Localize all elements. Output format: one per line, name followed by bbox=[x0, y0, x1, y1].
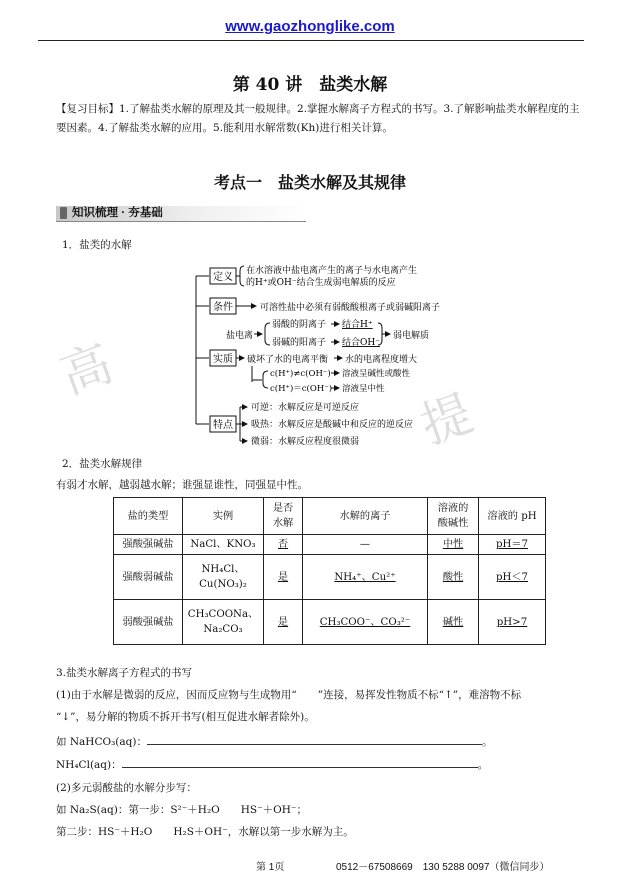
review-label: 【复习目标】 bbox=[56, 103, 119, 115]
answer-blank-nahco3[interactable] bbox=[147, 733, 482, 745]
weak-electrolyte: 弱电解质 bbox=[393, 331, 430, 341]
cond-eq: c(H⁺)＝c(OH⁻) bbox=[270, 384, 333, 394]
table-header-row bbox=[114, 498, 546, 535]
header-cell: 溶液的 酸碱性 bbox=[428, 498, 479, 535]
feature-2: 吸热：水解反应是酸碱中和反应的逆反应 bbox=[251, 420, 414, 430]
review-text: 1.了解盐类水解的原理及其一般规律。2.掌握水解离子方程式的书写。3.了解影响盐类水解程度的主要因素。4.了解盐类水解的应用。5.能利用水解常数(Kh)进行相关计算。 bbox=[56, 103, 580, 134]
example-nh4cl bbox=[56, 756, 488, 775]
ph-cell: pH>7 bbox=[479, 600, 546, 645]
lesson-title: 第 40 讲 盐类水解 bbox=[232, 75, 388, 95]
salt-type-cell: 强酸弱碱盐 bbox=[114, 555, 183, 600]
knowledge-label: 知识梳理 · 夯基础 bbox=[72, 207, 163, 219]
step-2: 第二步：HS⁻＋H₂O H₂S＋OH⁻，水解以第一步水解为主。 bbox=[56, 826, 354, 838]
salt-ionization-label: 盐电离 bbox=[226, 331, 254, 341]
header-cell: 是否 水解 bbox=[264, 498, 303, 535]
def-line-1: 在水溶液中盐电离产生的离子与水电离产生 bbox=[246, 266, 418, 276]
s3-paragraph-1b: “↓”，易分解的物质不拆开书写(相互促进水解者除外)。 bbox=[56, 711, 315, 723]
header-cell: 盐的类型 bbox=[114, 498, 183, 535]
weak-base-cation: 弱碱的阳离子 bbox=[272, 338, 327, 348]
hydrolyzes-cell: 否 bbox=[264, 535, 303, 555]
step-1: 如 Na₂S(aq)：第一步：S²⁻＋H₂O HS⁻＋OH⁻； bbox=[56, 804, 307, 816]
cond-text: 可溶性盐中必须有弱酸酸根离子或弱碱阳离子 bbox=[260, 303, 441, 313]
table-row bbox=[114, 535, 546, 555]
salt-type-cell: 强酸强碱盐 bbox=[114, 535, 183, 555]
section-3-title: 3.盐类水解离子方程式的书写 bbox=[56, 667, 193, 679]
res-eq: 溶液呈中性 bbox=[342, 384, 385, 394]
example-nh4cl-label: NH₄Cl(aq)： bbox=[56, 759, 122, 771]
example-nahco3-label: 如 NaHCO₃(aq)： bbox=[56, 736, 147, 748]
box-essence-label: 实质 bbox=[213, 354, 233, 365]
header-url[interactable]: www.gaozhonglike.com bbox=[225, 18, 395, 35]
answer-blank-nh4cl[interactable] bbox=[122, 756, 478, 768]
header-cell: 水解的离子 bbox=[303, 498, 428, 535]
watermark-glyph: 提 bbox=[412, 383, 480, 456]
bind-h: 结合H⁺ bbox=[342, 320, 373, 330]
watermark-glyph: 高 bbox=[52, 333, 120, 406]
hydrolyzes-cell: 是 bbox=[264, 600, 303, 645]
essence-a: 破坏了水的电离平衡 bbox=[247, 355, 329, 365]
cond-neq: c(H⁺)≠c(OH⁻) bbox=[270, 369, 331, 379]
essence-b: 水的电离程度增大 bbox=[345, 355, 418, 365]
s3-paragraph-2: (2)多元弱酸盐的水解分步写： bbox=[56, 782, 197, 794]
weak-acid-anion: 弱酸的阴离子 bbox=[272, 320, 327, 330]
salt-type-cell: 弱酸强碱盐 bbox=[114, 600, 183, 645]
ion-cell: — bbox=[303, 535, 428, 555]
box-condition-label: 条件 bbox=[213, 302, 233, 313]
hydrolyzes-cell: 是 bbox=[264, 555, 303, 600]
s3-paragraph-1a: (1)由于水解是微弱的反应，因而反应物与生成物用“ ”连接，易挥发性物质不标“↑”，难溶物不标 bbox=[56, 689, 522, 701]
acidity-cell: 酸性 bbox=[428, 555, 479, 600]
compare-brace bbox=[263, 371, 268, 388]
feature-1: 可逆：水解反应是可逆反应 bbox=[251, 403, 360, 413]
table-row bbox=[114, 555, 546, 600]
hydrolysis-table bbox=[113, 497, 546, 645]
example-cell: NaCl、KNO₃ bbox=[183, 535, 264, 555]
section-2-title: 2．盐类水解规律 bbox=[62, 458, 143, 470]
acidity-cell: 碱性 bbox=[428, 600, 479, 645]
example-nh4cl-end: 。 bbox=[477, 759, 489, 771]
bind-oh: 结合OH⁻ bbox=[342, 338, 380, 348]
box-feature-label: 特点 bbox=[213, 420, 233, 431]
header-cell: 实例 bbox=[183, 498, 264, 535]
example-cell: NH₄Cl、 Cu(NO₃)₂ bbox=[183, 555, 264, 600]
ion-cell: CH₃COO⁻、CO₃²⁻ bbox=[303, 600, 428, 645]
footer-phone: 0512－67508669 130 5288 0097（微信同步） bbox=[336, 862, 550, 873]
section-1-title: 1．盐类的水解 bbox=[62, 239, 132, 251]
example-cell: CH₃COONa、 Na₂CO₃ bbox=[183, 600, 264, 645]
example-nahco3 bbox=[56, 733, 492, 752]
footer-page: 第 1页 bbox=[256, 862, 285, 873]
res-neq: 溶液呈碱性或酸性 bbox=[342, 369, 411, 379]
header-cell: 溶液的 pH bbox=[479, 498, 546, 535]
section-title: 考点一 盐类水解及其规律 bbox=[213, 173, 406, 192]
def-brace bbox=[240, 266, 244, 286]
ion-cell: NH₄⁺、Cu²⁺ bbox=[303, 555, 428, 600]
box-definition-label: 定义 bbox=[213, 272, 233, 283]
def-line-2: 的H⁺或OH⁻结合生成弱电解质的反应 bbox=[246, 278, 396, 288]
ion-brace bbox=[265, 323, 270, 345]
ph-cell: pH＜7 bbox=[479, 555, 546, 600]
hydrolysis-rule: 有弱才水解，越弱越水解；谁强显谁性，同强显中性。 bbox=[56, 479, 308, 491]
example-nahco3-end: 。 bbox=[481, 736, 493, 748]
table-row bbox=[114, 600, 546, 645]
ph-cell: pH＝7 bbox=[479, 535, 546, 555]
acidity-cell: 中性 bbox=[428, 535, 479, 555]
feature-3: 微弱：水解反应程度很微弱 bbox=[251, 437, 360, 447]
